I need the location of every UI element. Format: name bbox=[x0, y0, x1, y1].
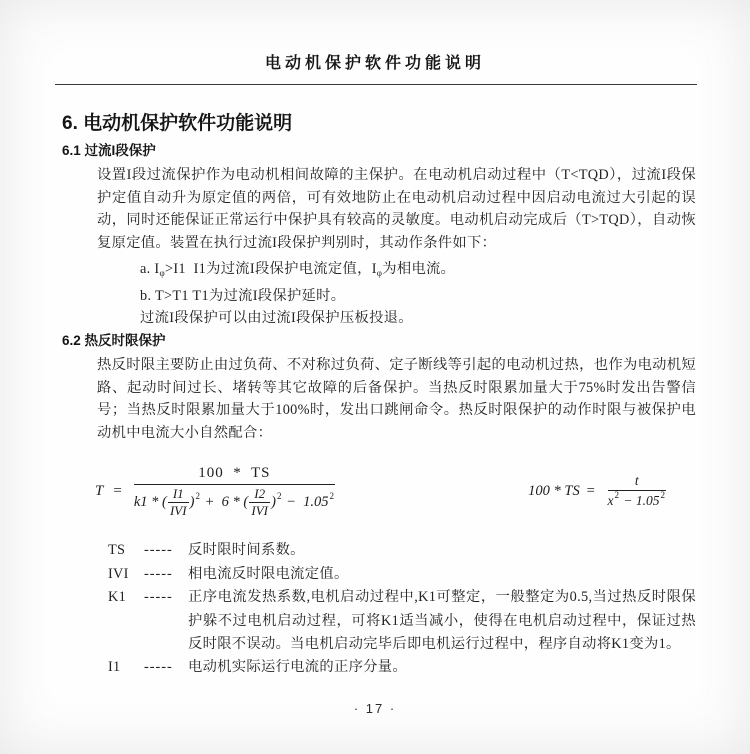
condition-item-b: b. T>T1 T1为过流I段保护延时。 bbox=[140, 287, 346, 304]
phi-subscript: φ bbox=[159, 268, 165, 279]
inner-den: IVI bbox=[251, 502, 268, 518]
definition-text: 反时限时间系数。 bbox=[188, 542, 305, 559]
definitions-list bbox=[108, 539, 696, 679]
main-fraction bbox=[134, 465, 335, 518]
condition-a-text: 为相电流。 bbox=[382, 261, 456, 278]
den-term: − 1.05 bbox=[282, 493, 329, 510]
paragraph-overcurrent: 设置I段过流保护作为电动机相间故障的主保护。在电动机启动过程中（T<TQD），过流I段保护定值自动升为原定值的两倍，可有效地防止在电动机启动过程中因启动电流过大引起的误动，同时还能保证正常运行中保护具有较高的灵敏度。电动机启动完成后（T>TQD），自动恢复原定值。装置在执行过流I段保护判别时，其动作条件如下： bbox=[97, 167, 696, 251]
den-term: x bbox=[607, 493, 614, 509]
superscript-2: 2 bbox=[329, 491, 334, 502]
fraction-numerator: t bbox=[608, 473, 667, 491]
condition-a-text: a. I bbox=[140, 261, 160, 278]
fraction-denominator bbox=[608, 491, 667, 509]
right-fraction bbox=[608, 473, 667, 509]
definition-dashes: ----- bbox=[144, 659, 173, 676]
superscript-2: 2 bbox=[614, 490, 619, 501]
header-rule bbox=[55, 84, 697, 85]
page-number: · 17 · bbox=[353, 701, 397, 716]
section-title: 6. 电动机保护软件功能说明 bbox=[62, 113, 293, 134]
formula-thermal-time bbox=[95, 465, 335, 518]
inner-fraction-1 bbox=[168, 487, 189, 518]
formula-ts-definition bbox=[528, 473, 666, 509]
inner-num: I2 bbox=[249, 487, 270, 503]
phi-subscript: φ bbox=[376, 268, 383, 279]
definition-dashes: ----- bbox=[144, 565, 173, 582]
superscript-2: 2 bbox=[276, 491, 282, 502]
den-term: k1 * ( bbox=[133, 493, 167, 510]
condition-a-text: >I1 I1为过流I段保护电流定值，I bbox=[164, 261, 377, 278]
condition-list bbox=[140, 258, 696, 329]
note-pressplate: 过流I段保护可以由过流I段保护压板投退。 bbox=[140, 309, 413, 326]
formula-lhs: T bbox=[95, 482, 104, 499]
definition-row-ts bbox=[108, 539, 696, 562]
den-term: ) bbox=[271, 493, 276, 510]
den-term: 1.05 bbox=[635, 493, 660, 509]
fraction-numerator: 100 * TS bbox=[134, 465, 335, 485]
definition-term: TS bbox=[108, 542, 126, 559]
inner-fraction-2 bbox=[249, 487, 270, 518]
definition-row-i1 bbox=[108, 656, 696, 679]
definition-text: 相电流反时限电流定值。 bbox=[188, 565, 349, 582]
paragraph-thermal: 热反时限主要防止由过负荷、不对称过负荷、定子断线等引起的电动机过热，也作为电动机短路、起动时间过长、堵转等其它故障的后备保护。当热反时限累加量大于75%时发出告警信号；当热反时限累加量大于100%时，发出口跳闸命令。热反时限保护的动作时限与被保护电动机中电流大小自然配合： bbox=[97, 356, 696, 441]
formula-lhs: 100 * TS bbox=[528, 482, 580, 499]
definition-text: 正序电流发热系数,电机启动过程中,K1可整定，一般整定为0.5,当过热反时限保护躲不过电机启动过程，可将K1适当减小，使得在电机启动过程中，保证过热反时限不误动。当电机启动完毕后即电机运行过程中，程序自动将K1变为1。 bbox=[188, 589, 696, 652]
equals-sign: = bbox=[585, 482, 596, 499]
subsection-title-6-1: 6.1 过流I段保护 bbox=[62, 143, 156, 158]
inner-den: IVI bbox=[169, 502, 187, 518]
definition-row-ivi bbox=[108, 563, 696, 586]
den-term: + 6 * ( bbox=[201, 493, 249, 510]
definition-dashes: ----- bbox=[144, 542, 173, 559]
fraction-denominator bbox=[134, 485, 335, 518]
equals-sign: = bbox=[113, 482, 122, 499]
superscript-2: 2 bbox=[195, 491, 201, 502]
den-term: − bbox=[620, 493, 636, 509]
inner-num: I1 bbox=[168, 487, 189, 503]
definition-term: K1 bbox=[108, 589, 127, 606]
superscript-2: 2 bbox=[660, 490, 665, 501]
definition-text: 电动机实际运行电流的正序分量。 bbox=[188, 659, 407, 676]
definition-row-k1 bbox=[108, 586, 696, 656]
subsection-title-6-2: 6.2 热反时限保护 bbox=[62, 332, 166, 348]
page-header-title: 电动机保护软件功能说明 bbox=[264, 55, 485, 72]
definition-term: I1 bbox=[108, 659, 121, 676]
formula-row bbox=[95, 458, 666, 524]
den-term: ) bbox=[189, 493, 195, 510]
condition-item-a bbox=[140, 258, 696, 284]
definition-dashes: ----- bbox=[144, 589, 173, 606]
definition-term: IVI bbox=[108, 565, 129, 582]
